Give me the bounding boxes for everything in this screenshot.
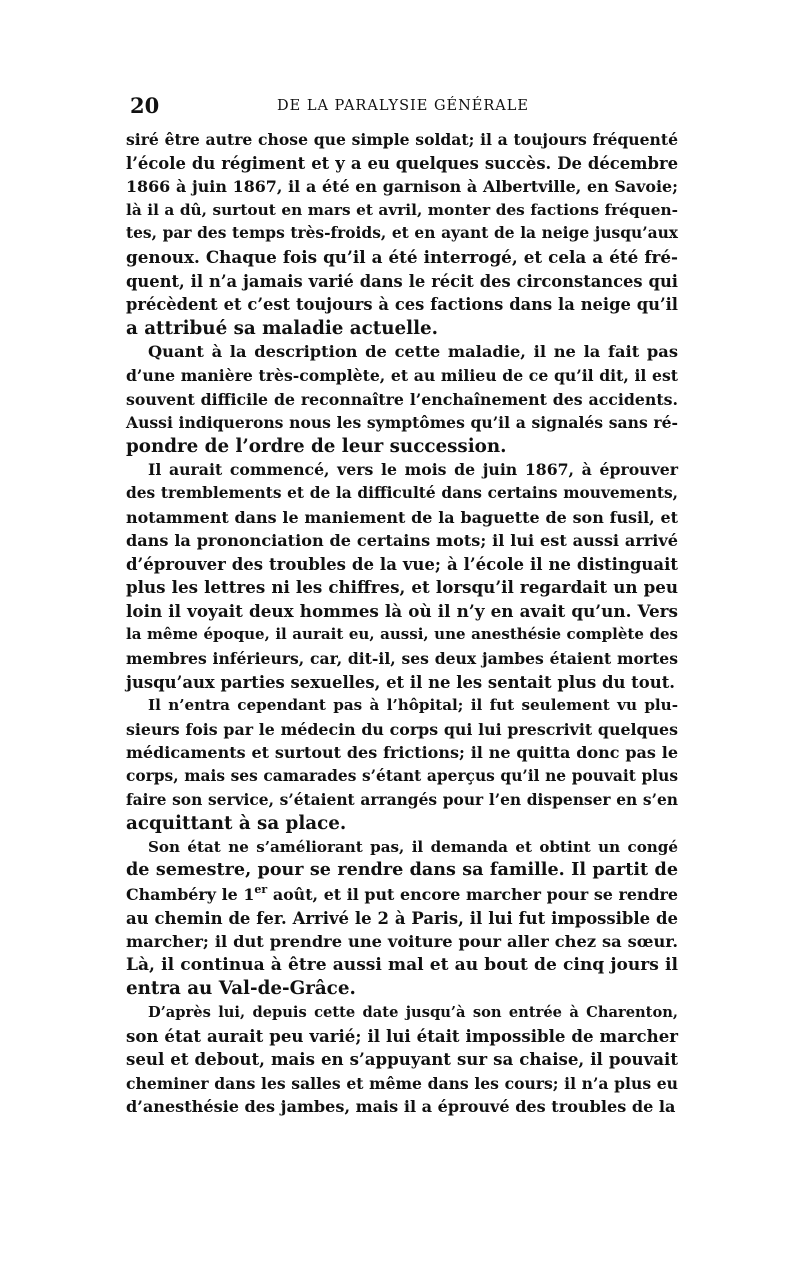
page-header (130, 94, 676, 118)
text-line: Quant à la description de cette maladie, il ne la fait pas (148, 342, 678, 362)
page-number: 20 (130, 93, 160, 118)
paragraph (126, 128, 678, 340)
text-line: a attribué sa maladie actuelle. (126, 317, 439, 339)
text-line: précèdent et c’est toujours à ces factions dans la neige qu’il (126, 295, 678, 315)
text-line: loin il voyait deux hommes là où il n’y en avait qu’un. Vers (126, 600, 678, 621)
ordinal-superscript: er (254, 883, 268, 896)
text-line: corps, mais ses camarades s’étant aperçus qu’il ne pouvait plus (126, 767, 678, 786)
text-line: Il aurait commencé, vers le mois de juin 1867, à éprouver (148, 460, 678, 480)
running-title: DE LA PARALYSIE GÉNÉRALE (277, 98, 529, 114)
text-line: médicaments et surtout des frictions; il ne quitta donc pas le (126, 743, 678, 763)
paragraph (126, 340, 678, 458)
text-line: notamment dans le maniement de la baguette de son fusil, et (126, 507, 678, 527)
paragraph (126, 836, 678, 1001)
text-line: cheminer dans les salles et même dans les cours; il n’a plus eu (126, 1073, 678, 1093)
paragraph (126, 1001, 678, 1119)
text-line: souvent difficile de reconnaître l’enchaînement des accidents. (126, 389, 678, 409)
text-fragment: août, et il put encore marcher pour se rendre (267, 885, 679, 904)
text-line: genoux. Chaque fois qu’il a été interrogé, et cela a été fré- (126, 246, 678, 267)
body-text (126, 128, 678, 1119)
paragraph (126, 694, 678, 836)
text-line: entra au Val-de-Grâce. (126, 978, 356, 1000)
text-line: pondre de l’ordre de leur succession. (126, 435, 507, 457)
text-line: dans la prononciation de certains mots; il lui est aussi arrivé (126, 531, 678, 551)
text-line: des tremblements et de la difficulté dans certains mouvements, (126, 483, 678, 502)
text-line: son état aurait peu varié; il lui était impossible de marcher (126, 1025, 678, 1046)
text-fragment: Chambéry le 1 (126, 885, 255, 904)
text-line: faire son service, s’étaient arrangés pour l’en dispenser en s’en (126, 790, 678, 809)
text-line: la même époque, il aurait eu, aussi, une anesthésie complète des (126, 625, 678, 644)
text-line: 1866 à juin 1867, il a été en garnison à Albertville, en Savoie; (126, 177, 678, 197)
text-line: Là, il continua à être aussi mal et au bout de cinq jours il (126, 954, 678, 975)
text-line: au chemin de fer. Arrivé le 2 à Paris, il lui fut impossible de (126, 908, 678, 928)
text-line: acquittant à sa place. (126, 813, 347, 835)
text-line: seul et debout, mais en s’appuyant sur sa chaise, il pouvait (126, 1049, 678, 1070)
text-line: d’anesthésie des jambes, mais il a éprouvé des troubles de la (126, 1097, 676, 1117)
text-line: Son état ne s’améliorant pas, il demanda et obtint un congé (148, 837, 678, 856)
paragraph (126, 458, 678, 694)
text-line: sieurs fois par le médecin du corps qui lui prescrivit quelques (126, 719, 678, 739)
text-line: siré être autre chose que simple soldat; il a toujours fréquenté (126, 130, 678, 149)
text-line: de semestre, pour se rendre dans sa famille. Il partit de (126, 860, 678, 881)
text-line: membres inférieurs, car, dit-il, ses deux jambes étaient mortes (126, 649, 678, 669)
text-line: tes, par des temps très-froids, et en ayant de la neige jusqu’aux (126, 224, 678, 243)
text-line: quent, il n’a jamais varié dans le récit des circonstances qui (126, 271, 678, 291)
text-line: Il n’entra cependant pas à l’hôpital; il fut seulement vu plu- (148, 696, 678, 715)
text-line: marcher; il dut prendre une voiture pour aller chez sa sœur. (126, 932, 678, 952)
text-line: plus les lettres ni les chiffres, et lorsqu’il regardait un peu (126, 577, 678, 598)
text-line: d’éprouver des troubles de la vue; à l’école il ne distinguait (126, 554, 678, 574)
text-line: Aussi indiquerons nous les symptômes qu’il a signalés sans ré- (126, 413, 678, 433)
text-line: d’une manière très-complète, et au milieu de ce qu’il dit, il est (126, 365, 678, 385)
text-line (126, 883, 678, 907)
text-line: D’après lui, depuis cette date jusqu’à son entrée à Charenton, (148, 1003, 678, 1021)
text-line: l’école du régiment et y a eu quelques succès. De décembre (126, 153, 678, 173)
text-line: là il a dû, surtout en mars et avril, monter des factions fréquen- (126, 200, 678, 219)
text-line: jusqu’aux parties sexuelles, et il ne les sentait plus du tout. (126, 672, 676, 692)
